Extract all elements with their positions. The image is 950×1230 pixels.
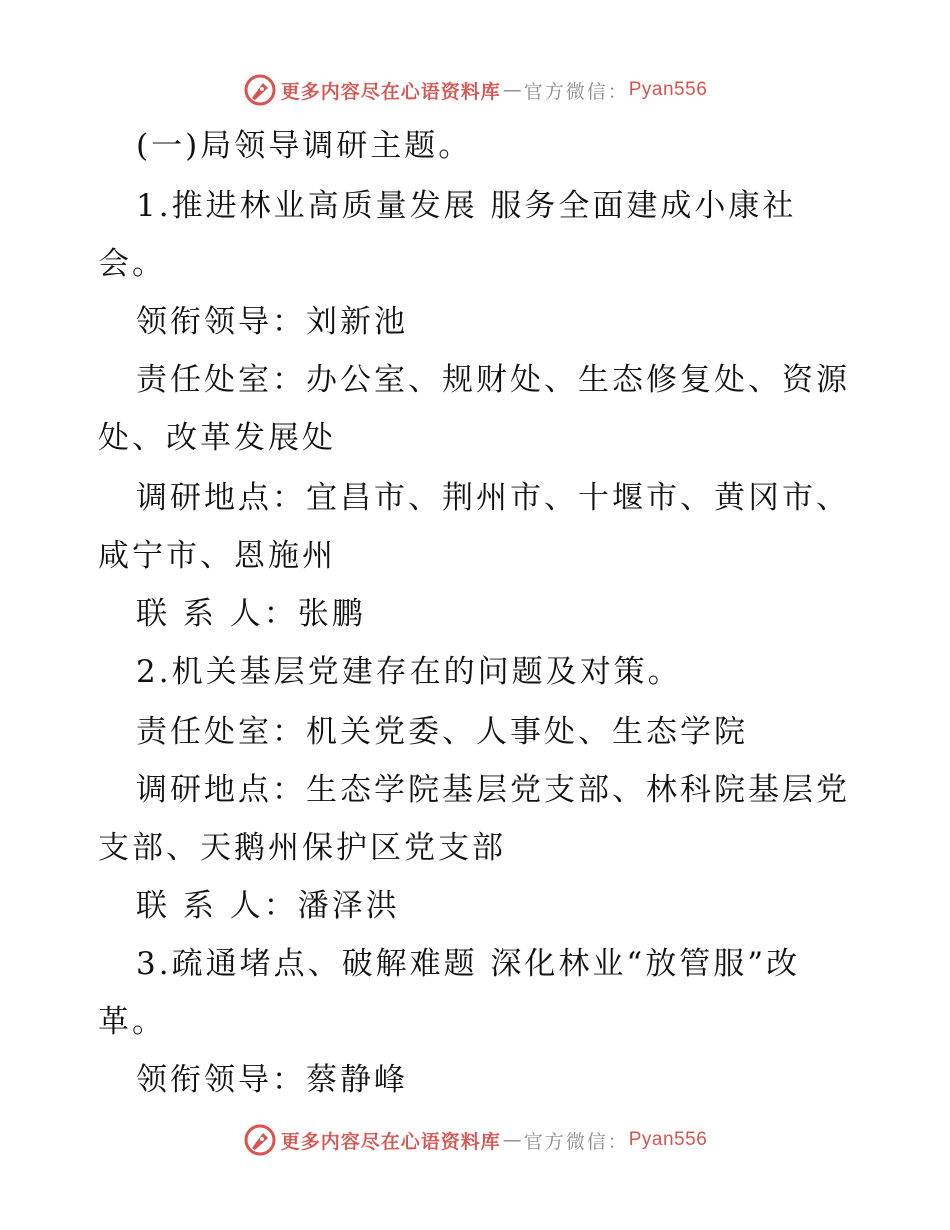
watermark-wechat-id: Pyan556 [628,79,708,100]
topic-1-title: 1.推进林业高质量发展 服务全面建成小康社 [136,188,797,224]
topic-2-research-locations: 调研地点：生态学院基层党支部、林科院基层党 [136,772,850,808]
watermark-brand-text: 更多内容尽在心语资料库 [280,80,501,103]
topic-1-contact-person: 联 系 人：张鹏 [136,596,366,632]
topic-1-lead-leader: 领衔领导：刘新池 [136,304,408,340]
footer-watermark-banner [0,1122,950,1158]
topic-2-title: 2.机关基层党建存在的问题及对策。 [136,654,682,690]
topic-3-title: 3.疏通堵点、破解难题 深化林业“放管服”改 [136,946,801,982]
header-watermark-banner [0,72,950,108]
topic-2-responsible-departments: 责任处室：机关党委、人事处、生态学院 [136,714,748,750]
topic-1-responsible-departments: 责任处室：办公室、规财处、生态修复处、资源 [136,362,850,398]
watermark-brand-text: 更多内容尽在心语资料库 [280,1130,501,1153]
pen-nib-logo-icon [243,73,277,107]
topic-1-responsible-departments-continued: 处、改革发展处 [98,420,336,456]
section-heading: (一)局领导调研主题。 [136,128,473,164]
watermark-wechat-id: Pyan556 [628,1129,708,1150]
topic-3-title-continued: 革。 [98,1004,166,1040]
topic-1-title-continued: 会。 [98,246,166,282]
watermark-dash: — [502,79,522,101]
topic-1-research-locations: 调研地点：宜昌市、荆州市、十堰市、黄冈市、 [136,480,850,516]
topic-1-research-locations-continued: 咸宁市、恩施州 [98,538,336,574]
watermark-dash: — [502,1129,522,1151]
topic-2-contact-person: 联 系 人：潘泽洪 [136,888,400,924]
topic-2-research-locations-continued: 支部、天鹅州保护区党支部 [98,830,506,866]
pen-nib-logo-icon [243,1123,277,1157]
watermark-wechat-label: 官方微信： [523,1130,629,1153]
topic-3-lead-leader: 领衔领导：蔡静峰 [136,1062,408,1098]
watermark-wechat-label: 官方微信： [523,80,629,103]
